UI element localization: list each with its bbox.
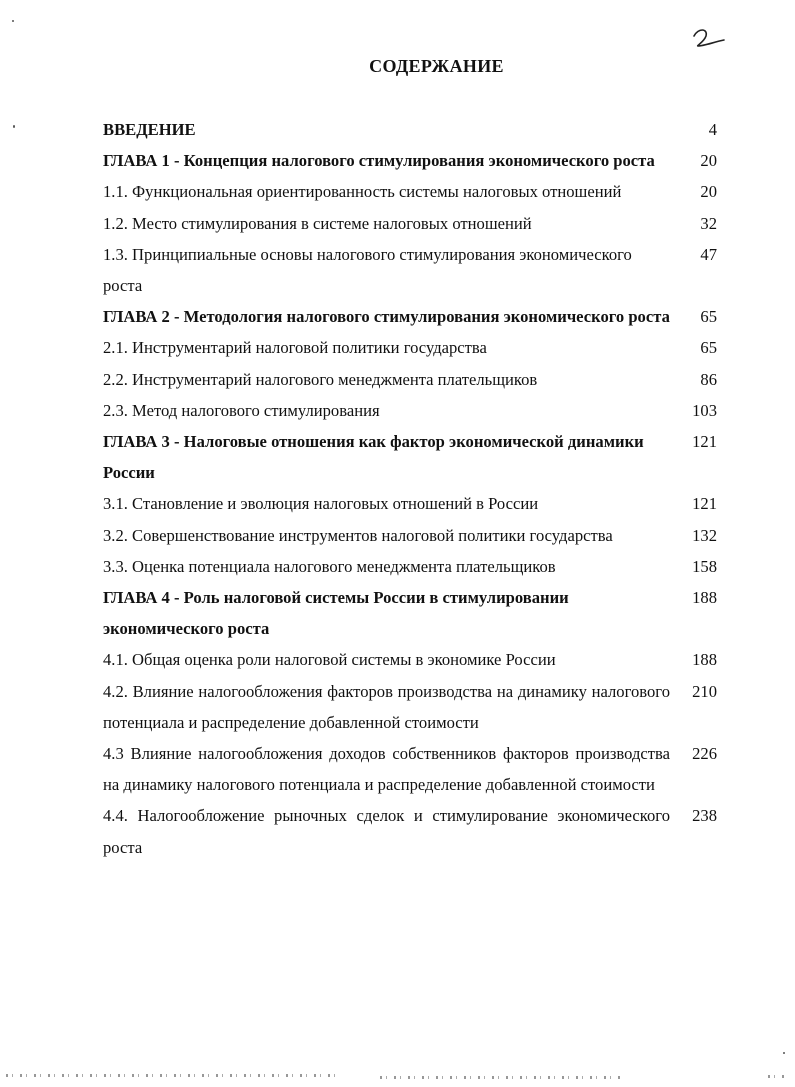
toc-section-entry	[103, 800, 717, 862]
toc-entry-title: ВВЕДЕНИЕ	[103, 120, 196, 139]
toc-entry-page: 47	[700, 244, 717, 264]
page-title: СОДЕРЖАНИЕ	[369, 56, 504, 76]
toc-section-entry	[103, 551, 717, 582]
toc-entry-title: 1.1. Функциональная ориентированность системы налоговых отношений	[103, 182, 622, 202]
toc-section-entry	[103, 395, 717, 426]
toc-entry-title: 2.3. Метод налогового стимулирования	[103, 400, 380, 420]
toc-entry-page: 103	[692, 400, 717, 420]
toc-section-entry	[103, 520, 717, 551]
toc-section-entry	[103, 738, 717, 800]
toc-entry-page: 158	[692, 556, 717, 576]
toc-entry-page: 20	[700, 182, 717, 202]
scan-speck	[783, 1052, 785, 1054]
toc-section-entry	[103, 332, 717, 363]
toc-entry-page: 4	[708, 120, 717, 139]
toc-entry-title: 2.1. Инструментарий налоговой политики государства	[103, 338, 487, 358]
toc-chapter-entry	[103, 582, 717, 644]
toc-entry-title: 3.1. Становление и эволюция налоговых отношений в России	[103, 494, 539, 514]
toc-entry-page: 188	[692, 588, 717, 608]
scan-noise-strip	[380, 1076, 620, 1079]
toc-section-entry	[103, 488, 717, 519]
toc-entry-title: 4.2. Влияние налогообложения факторов производства на динамику налогового потенциала и распределение добавленной стоимости	[103, 681, 670, 732]
toc-entry-page: 226	[692, 744, 717, 764]
toc-entry-title: ГЛАВА 2 - Методология налогового стимулирования экономического роста	[103, 307, 670, 327]
toc-entry-page: 65	[700, 307, 717, 327]
scan-noise-strip	[768, 1075, 788, 1078]
toc-entry-page: 20	[700, 151, 717, 171]
toc-entry-title: ГЛАВА 1 - Концепция налогового стимулирования экономического роста	[103, 151, 655, 171]
toc-chapter-entry	[103, 114, 717, 145]
toc-entry-title: 4.3 Влияние налогообложения доходов собственников факторов производства на динамику налогового потенциала и распределение добавленной стоимости	[103, 744, 670, 795]
toc-entry-page: 121	[692, 432, 717, 452]
toc-entry-title: 4.1. Общая оценка роли налоговой системы в экономике России	[103, 650, 556, 670]
table-of-contents	[103, 114, 717, 863]
handwritten-page-number	[688, 22, 728, 50]
toc-entry-title: ГЛАВА 4 - Роль налоговой системы России в стимулировании экономического роста	[103, 588, 569, 639]
toc-entry-page: 32	[700, 213, 717, 233]
toc-entry-title: 1.3. Принципиальные основы налогового стимулирования экономического роста	[103, 244, 632, 296]
toc-section-entry	[103, 644, 717, 675]
toc-entry-title: ГЛАВА 3 - Налоговые отношения как фактор экономической динамики России	[103, 432, 644, 483]
toc-section-entry	[103, 676, 717, 738]
toc-section-entry	[103, 208, 717, 239]
toc-section-entry	[103, 176, 717, 207]
toc-entry-page: 65	[700, 338, 717, 358]
toc-entry-title: 2.2. Инструментарий налогового менеджмента плательщиков	[103, 369, 538, 389]
toc-chapter-entry	[103, 426, 717, 488]
toc-entry-title: 1.2. Место стимулирования в системе налоговых отношений	[103, 213, 532, 233]
scan-noise-strip	[6, 1074, 336, 1077]
toc-entry-page: 210	[692, 681, 717, 701]
toc-section-entry	[103, 239, 717, 301]
scan-speck	[12, 20, 14, 22]
toc-entry-page: 86	[700, 369, 717, 389]
scan-speck	[13, 125, 15, 128]
toc-entry-title: 3.2. Совершенствование инструментов налоговой политики государства	[103, 525, 613, 545]
toc-entry-title: 4.4. Налогообложение рыночных сделок и стимулирование экономического роста	[103, 806, 670, 857]
toc-chapter-entry	[103, 301, 717, 332]
toc-entry-title: 3.3. Оценка потенциала налогового менеджмента плательщиков	[103, 556, 556, 576]
toc-entry-page: 238	[692, 806, 717, 826]
toc-chapter-entry	[103, 145, 717, 176]
toc-section-entry	[103, 364, 717, 395]
toc-entry-page: 121	[692, 494, 717, 514]
toc-entry-page: 132	[692, 525, 717, 545]
toc-entry-page: 188	[692, 650, 717, 670]
